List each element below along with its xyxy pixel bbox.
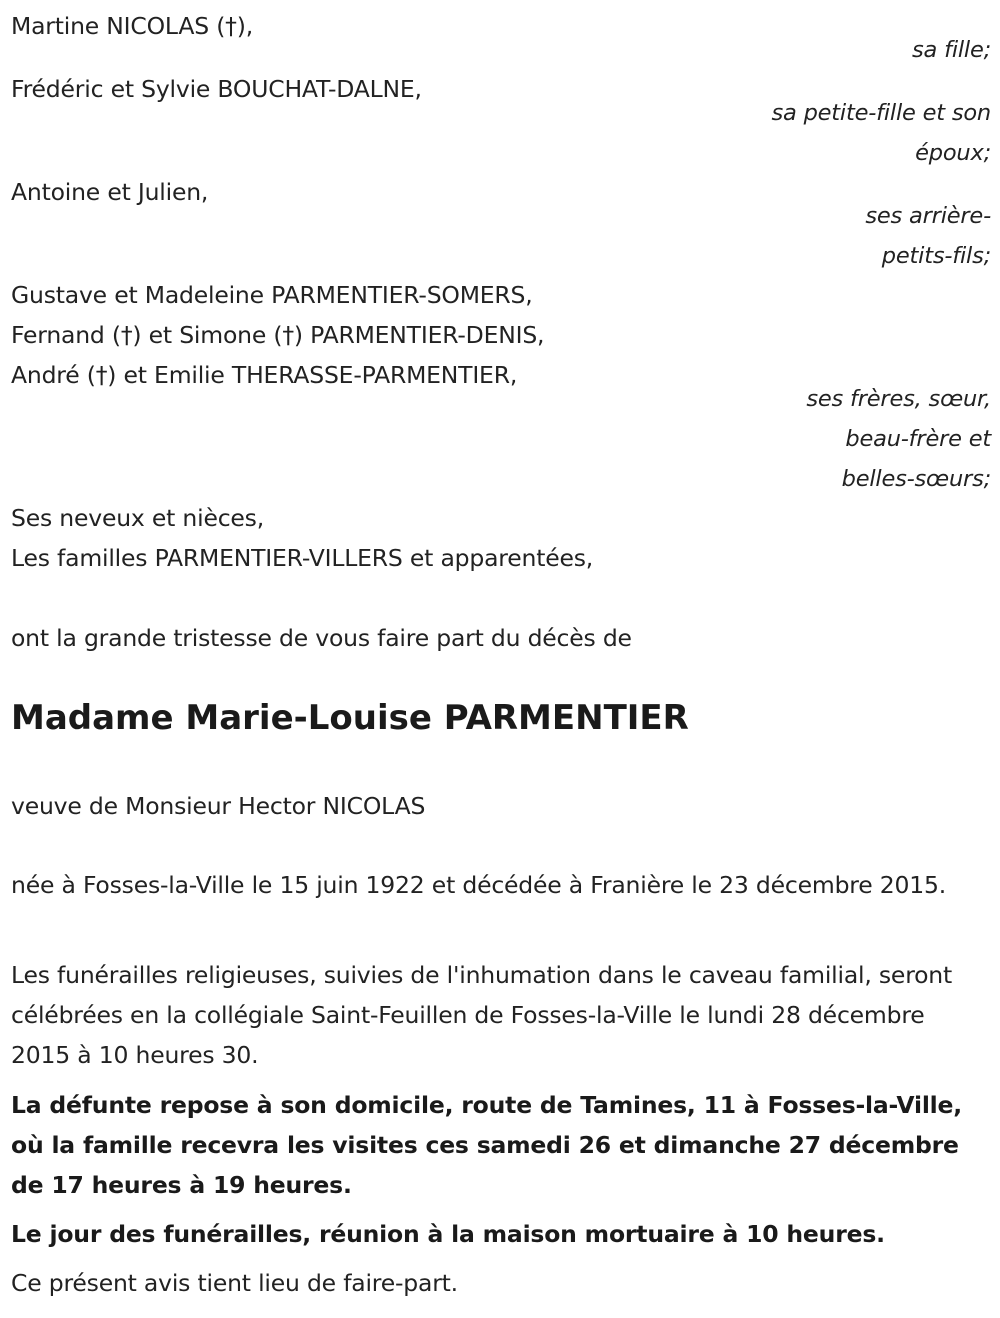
sibling-2: Fernand (†) et Simone (†) PARMENTIER-DENIS, bbox=[11, 321, 545, 349]
granddaughter-role-line-2: époux; bbox=[915, 140, 991, 166]
siblings-role-line-3: belles-sœurs; bbox=[841, 466, 991, 492]
granddaughter-name: Frédéric et Sylvie BOUCHAT-DALNE, bbox=[11, 75, 422, 103]
closing-note: Ce présent avis tient lieu de faire-part. bbox=[11, 1269, 458, 1297]
widow-of: veuve de Monsieur Hector NICOLAS bbox=[11, 792, 426, 820]
related-families: Les familles PARMENTIER-VILLERS et apparentées, bbox=[11, 544, 594, 572]
siblings-role-line-1: ses frères, sœur, bbox=[806, 386, 991, 412]
announcement-intro: ont la grande tristesse de vous faire part du décès de bbox=[11, 624, 632, 652]
greatgrandsons-role-line-2: petits-fils; bbox=[881, 243, 991, 269]
daughter-role: sa fille; bbox=[912, 37, 991, 63]
sibling-3: André (†) et Emilie THERASSE-PARMENTIER, bbox=[11, 361, 518, 389]
nephews-and-nieces: Ses neveux et nièces, bbox=[11, 504, 264, 532]
funeral-details: Les funérailles religieuses, suivies de l'inhumation dans le caveau familial, seront célébrées en la collégiale Saint-Feuillen de Fosses-la-Ville le lundi 28 décembre 2015 à 10 heures 30. bbox=[11, 961, 953, 1069]
greatgrandsons-name: Antoine et Julien, bbox=[11, 178, 209, 206]
deceased-name: Madame Marie-Louise PARMENTIER bbox=[11, 698, 689, 738]
granddaughter-role-line-1: sa petite-fille et son bbox=[771, 100, 991, 126]
daughter-name: Martine NICOLAS (†), bbox=[11, 12, 253, 40]
siblings-role-line-2: beau-frère et bbox=[845, 426, 991, 452]
sibling-1: Gustave et Madeleine PARMENTIER-SOMERS, bbox=[11, 281, 533, 309]
visitation-details: La défunte repose à son domicile, route de Tamines, 11 à Fosses-la-Ville, où la famille recevra les visites ces samedi 26 et dimanche 27 décembre de 17 heures à 19 heures. bbox=[11, 1091, 963, 1199]
birth-death-dates: née à Fosses-la-Ville le 15 juin 1922 et décédée à Franière le 23 décembre 2015. bbox=[11, 871, 947, 899]
meeting-details: Le jour des funérailles, réunion à la maison mortuaire à 10 heures. bbox=[11, 1220, 885, 1248]
greatgrandsons-role-line-1: ses arrière- bbox=[865, 203, 991, 229]
